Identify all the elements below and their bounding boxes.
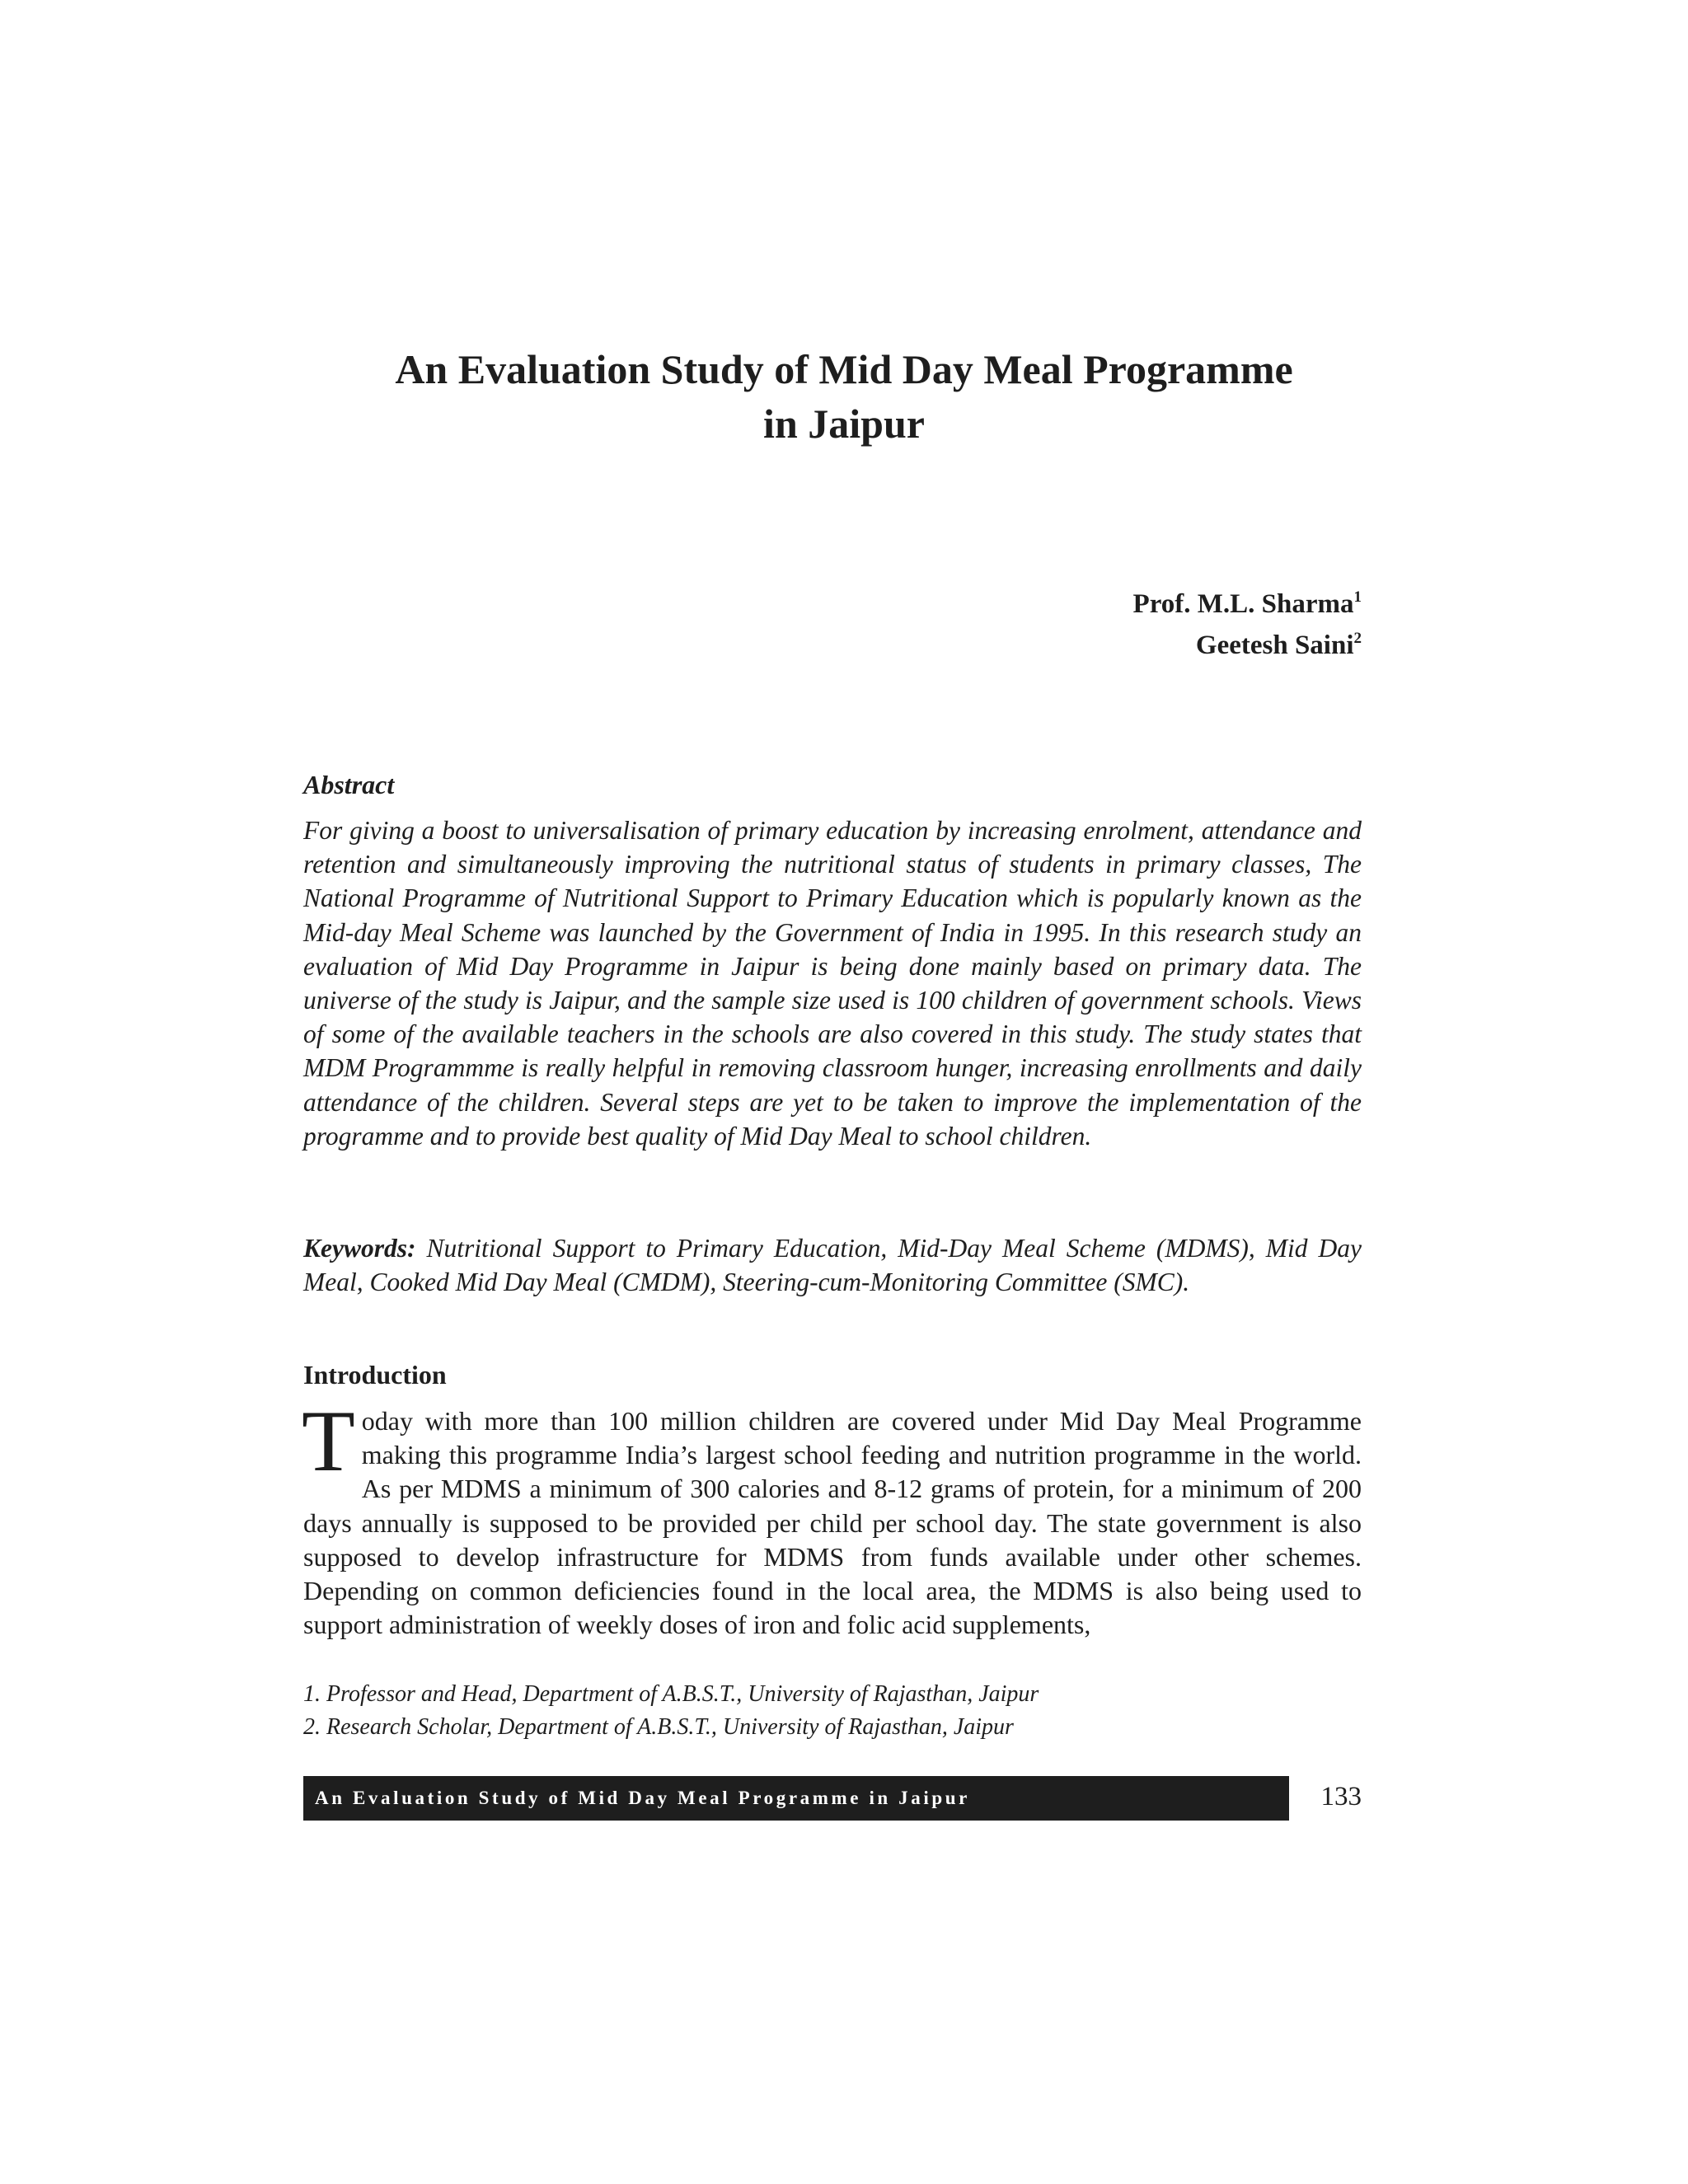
introduction-paragraph: oday with more than 100 million children are covered under Mid Day Meal Programme making this programme India’s largest school feeding and nutrition programme in the world. As per MDMS a minimum of 300 calories and 8-12 grams of protein, for a minimum of 200 days annually is supposed to be provided per child per school day. The state government is also supposed to develop infrastructure for MDMS from funds available under other schemes. Depending on common deficiencies found in the local area, the MDMS is also being used to support administration of weekly doses of iron and folic acid supplements, xyxy=(303,1406,1362,1640)
title-line-2: in Jaipur xyxy=(763,401,925,447)
author-1 xyxy=(907,583,1362,625)
author-footnote-ref: 2 xyxy=(1353,630,1362,647)
introduction-text xyxy=(302,1393,1362,1642)
drop-cap: T xyxy=(302,1393,355,1489)
author-name: Geetesh Saini xyxy=(1195,630,1354,660)
keywords xyxy=(303,1231,1362,1299)
author-2 xyxy=(907,625,1362,666)
page-title xyxy=(303,342,1385,451)
author-block xyxy=(907,583,1362,666)
footnote-1: 1. Professor and Head, Department of A.B.S.T., University of Rajasthan, Jaipur xyxy=(303,1681,1039,1707)
abstract-heading: Abstract xyxy=(303,770,395,799)
keywords-label: Keywords: xyxy=(303,1234,416,1263)
author-footnote-ref: 1 xyxy=(1353,588,1362,606)
running-footer: An Evaluation Study of Mid Day Meal Programme in Jaipur xyxy=(303,1776,1289,1821)
abstract-text: For giving a boost to universalisation of primary education by increasing enrolment, attendance and retention and simultaneously improving the nutritional status of students in primary classes, The National Programme of Nutritional Support to Primary Education which is popularly known as the Mid-day Meal Scheme was launched by the Government of India in 1995. In this research study an evaluation of Mid Day Programme in Jaipur is being done mainly based on primary data. The universe of the study is Jaipur, and the sample size used is 100 children of government schools. Views of some of the available teachers in the schools are also covered in this study. The study states that MDM Programmme is really helpful in removing classroom hunger, increasing enrollments and daily attendance of the children. Several steps are yet to be taken to improve the implementation of the programme and to provide best quality of Mid Day Meal to school children. xyxy=(303,816,1362,1151)
title-line-1: An Evaluation Study of Mid Day Meal Programme xyxy=(395,346,1293,392)
author-name: Prof. M.L. Sharma xyxy=(1132,589,1354,619)
footnotes xyxy=(303,1678,1362,1744)
footnote-2: 2. Research Scholar, Department of A.B.S.T., University of Rajasthan, Jaipur xyxy=(303,1714,1014,1740)
keywords-text: Nutritional Support to Primary Education, Mid-Day Meal Scheme (MDMS), Mid Day Meal, Cooked Mid Day Meal (CMDM), Steering-cum-Monitoring Committee (SMC). xyxy=(303,1234,1362,1296)
page-number: 133 xyxy=(1320,1782,1362,1811)
introduction-heading: Introduction xyxy=(303,1360,447,1390)
